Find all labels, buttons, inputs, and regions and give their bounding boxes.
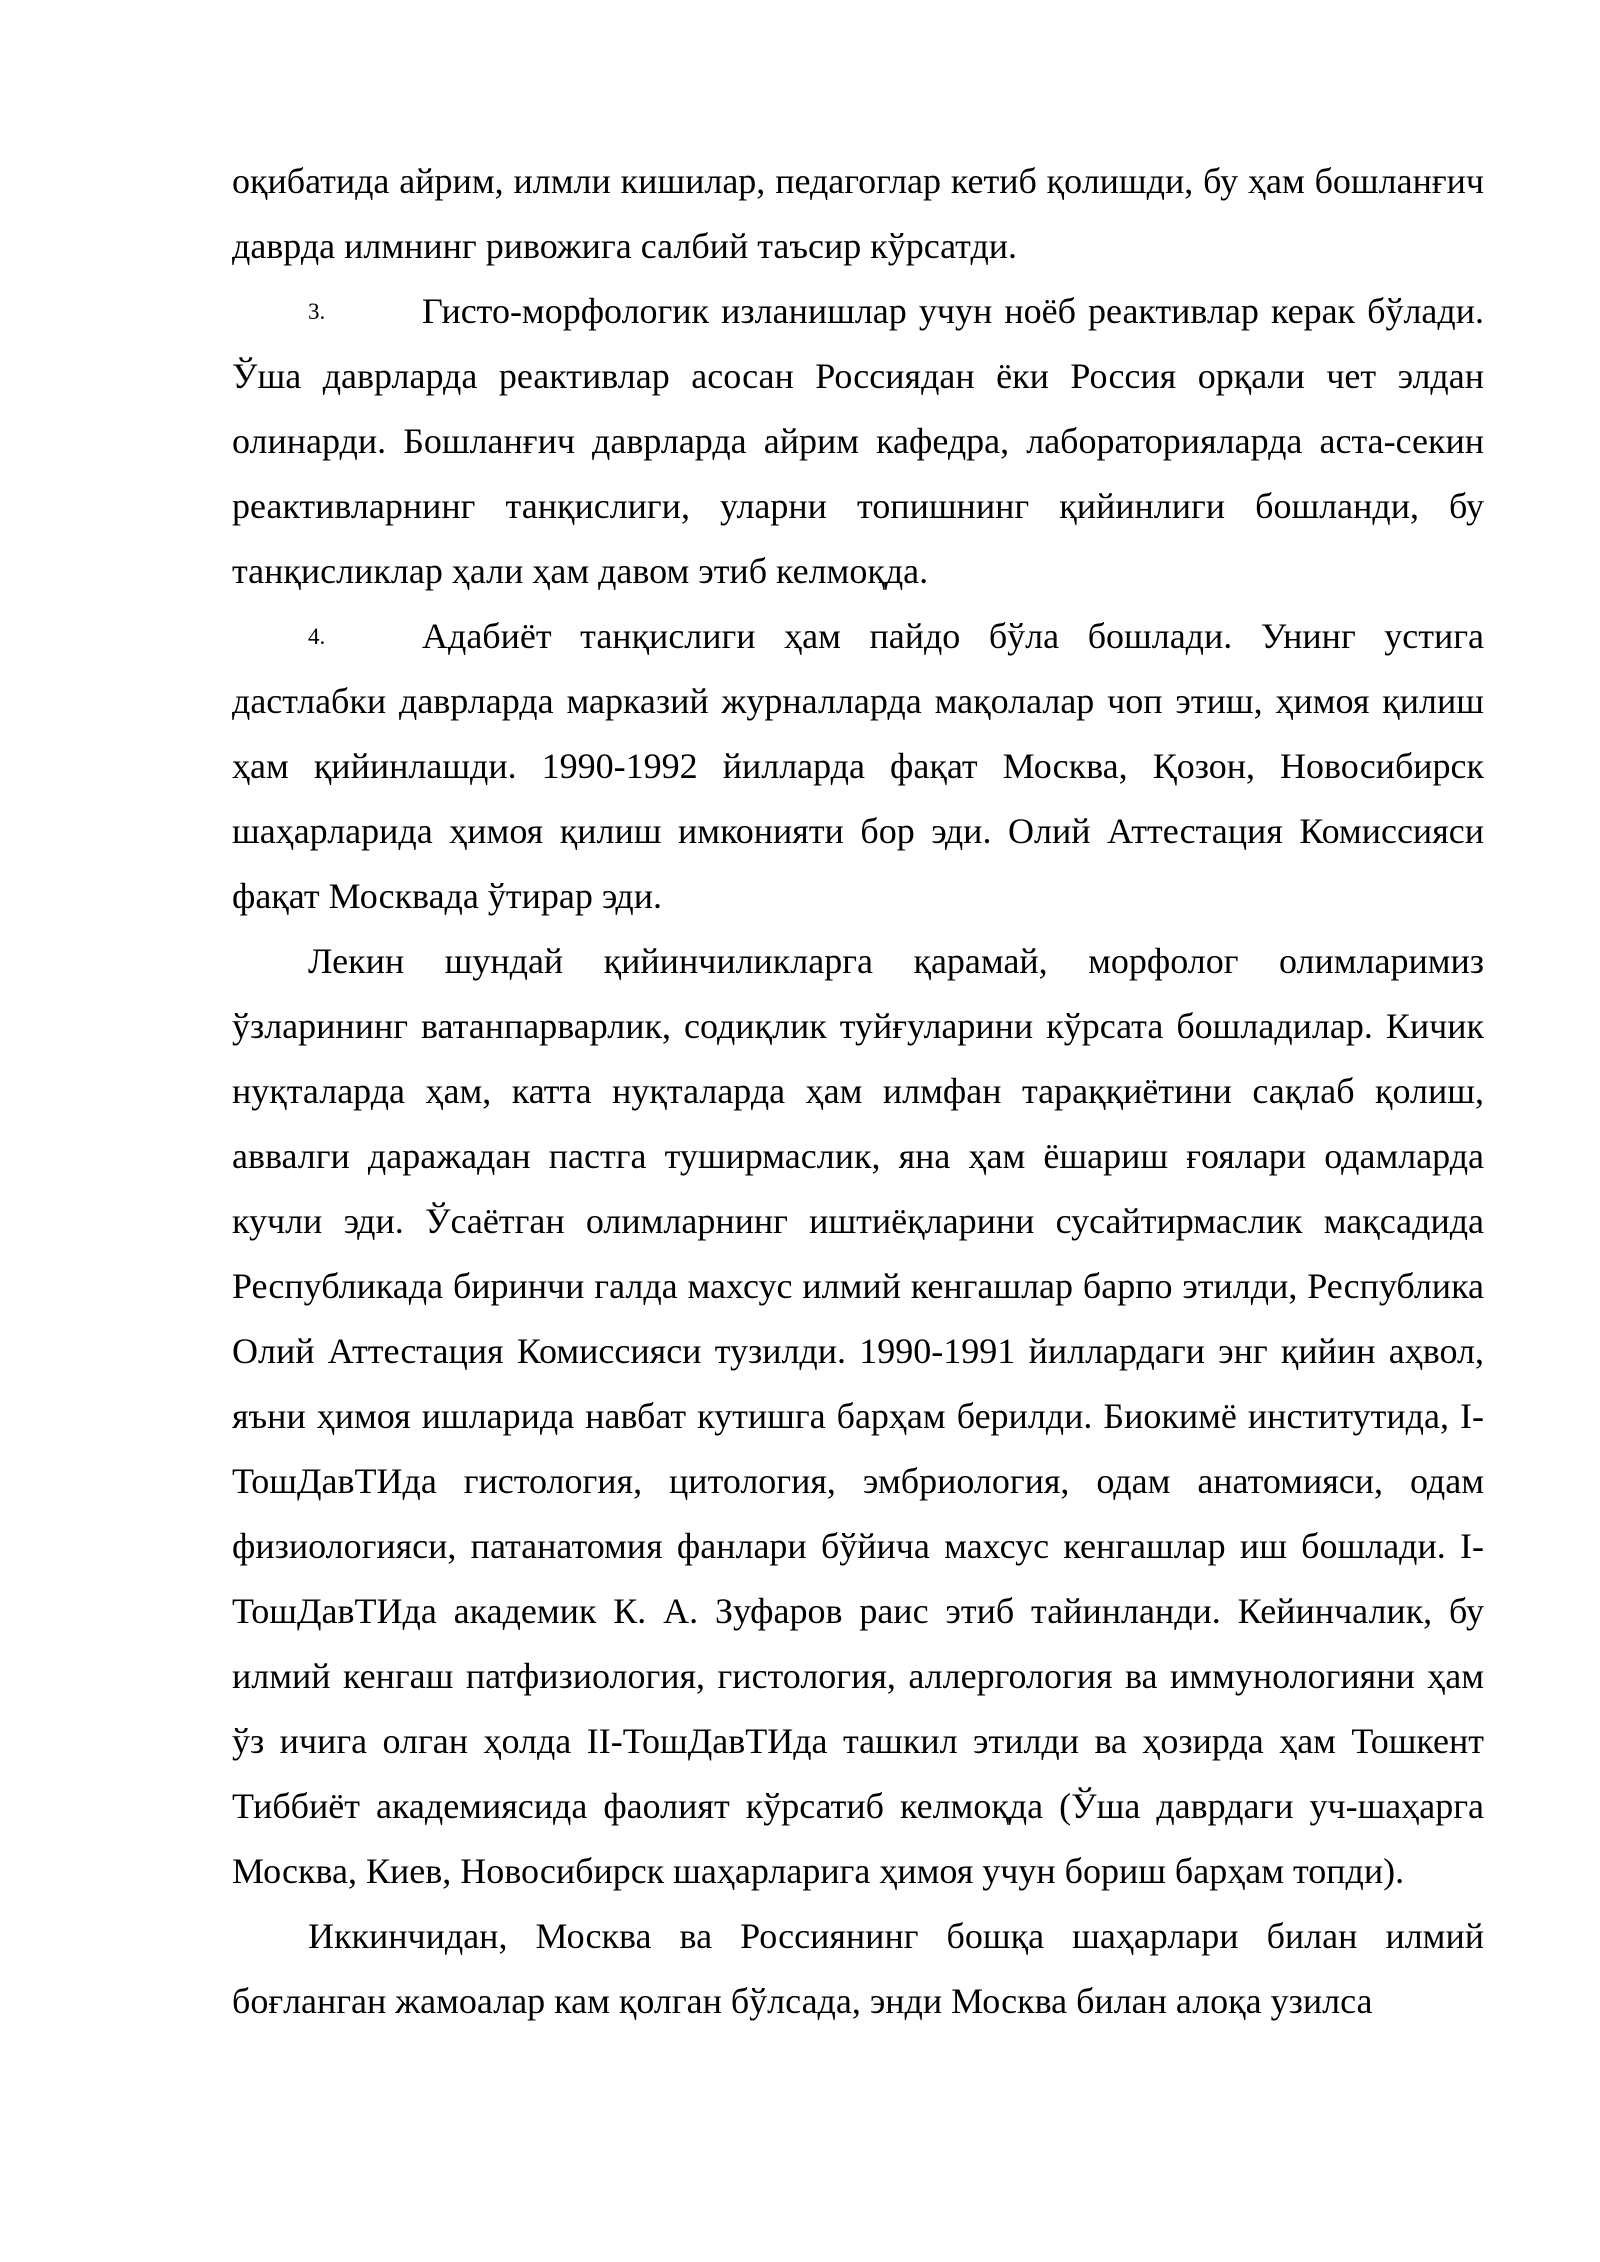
paragraph-lekin: Лекин шундай қийинчиликларга қарамай, морфолог олимларимиз ўзларининг ватанпарварлик, содиқлик туйғуларини кўрсата бошладилар. Кичик нуқталарда ҳам, катта нуқталарда ҳам илмфан тараққиётини сақлаб қолиш, аввалги даражадан пастга туширмаслик, яна ҳам ёшариш ғоялари одамларда кучли эди. Ўсаётган олимларнинг иштиёқларини сусайтирмаслик мақсадида Республикада биринчи галда махсус илмий кенгашлар барпо этилди, Республика Олий Аттестация Комиссияси тузилди. 1990-1991 йиллардаги энг қийин аҳвол, яъни ҳимоя ишларида навбат кутишга барҳам берилди. Биокимё институтида, I-ТошДавТИда гистология, цитология, эмбриология, одам анатомияси, одам физиологияси, патанатомия фанлари бўйича махсус кенгашлар иш бошлади. I-ТошДавТИда академик К. А. Зуфаров раис этиб тайинланди. Кейинчалик, бу илмий кенгаш патфизиология, гистология, аллергология ва иммунологияни ҳам ўз ичига олган ҳолда II-ТошДавТИда ташкил этилди ва ҳозирда ҳам Тошкент Тиббиёт академиясида фаолият кўрсатиб келмоқда (Ўша даврдаги уч-шаҳарга Москва, Киев, Новосибирск шаҳарларига ҳимоя учун бориш барҳам топди).	[232, 941, 1484, 1891]
paragraph-ikkinchidan: Иккинчидан, Москва ва Россиянинг бошқа шаҳарлари билан илмий боғланган жамоалар кам қолган бўлсада, энди Москва билан алоқа узилса	[232, 1916, 1484, 2021]
paragraph-continuation: оқибатида айрим, илмли кишилар, педагоглар кетиб қолишди, бу ҳам бошланғич даврда илмнинг ривожига салбий таъсир кўрсатди.	[232, 161, 1484, 266]
paragraph-text: Гисто-морфологик изланишлар учун ноёб реактивлар керак бўлади. Ўша даврларда реактивлар асосан Россиядан ёки Россия орқали чет элдан олинарди. Бошланғич даврларда айрим кафедра, лабораторияларда аста-секин реактивларнинг танқислиги, уларни топишнинг қийинлиги бошланди, бу танқисликлар ҳали ҳам давом этиб келмоқда.	[232, 291, 1484, 591]
list-number: 4.	[308, 624, 326, 649]
document-page	[232, 149, 1484, 2034]
numbered-paragraph-4	[232, 604, 1484, 929]
paragraph-text: Адабиёт танқислиги ҳам пайдо бўла бошлади. Унинг устига дастлабки даврларда марказий журналларда мақолалар чоп этиш, ҳимоя қилиш ҳам қийинлашди. 1990-1992 йилларда фақат Москва, Қозон, Новосибирск шаҳарларида ҳимоя қилиш имконияти бор эди. Олий Аттестация Комиссияси фақат Москвада ўтирар эди.	[232, 616, 1484, 916]
numbered-paragraph-3	[232, 279, 1484, 604]
list-number: 3.	[308, 299, 326, 324]
